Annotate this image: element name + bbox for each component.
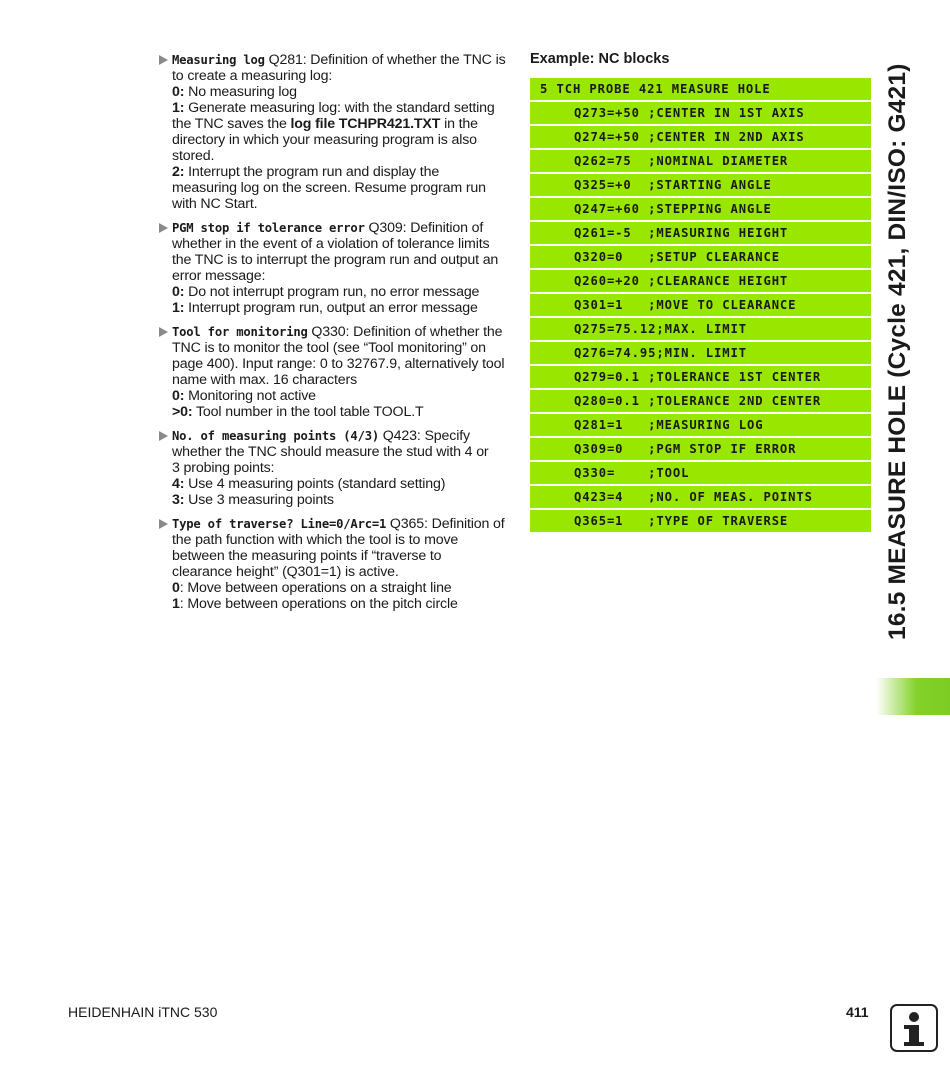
parameter-text-line bbox=[158, 148, 510, 164]
text-run: Tool number in the tool table TOOL.T bbox=[192, 404, 424, 420]
bold-text: 0 bbox=[172, 580, 180, 596]
parameter-descriptions bbox=[158, 52, 510, 620]
text-run: name with max. 16 characters bbox=[172, 372, 358, 388]
nc-block-list bbox=[530, 78, 871, 534]
text-run: clearance height” (Q301=1) is active. bbox=[172, 564, 399, 580]
parameter-text-line bbox=[158, 532, 510, 548]
text-run: 3 probing points: bbox=[172, 460, 275, 476]
text-run: the TNC is to interrupt the program run and output an bbox=[172, 252, 499, 268]
parameter-text-line bbox=[158, 580, 510, 596]
bold-text: log file TCHPR421.TXT bbox=[290, 116, 441, 132]
text-run: TNC is to monitor the tool (see “Tool monitoring” on bbox=[172, 340, 486, 356]
bold-text: 4: bbox=[172, 476, 185, 492]
parameter-text-line bbox=[158, 404, 510, 420]
bold-text: >0: bbox=[172, 404, 193, 420]
nc-block-line: Q423=4 ;NO. OF MEAS. POINTS bbox=[530, 486, 871, 508]
text-run: whether in the event of a violation of tolerance limits bbox=[172, 236, 490, 252]
parameter-text-line bbox=[158, 84, 510, 100]
triangle-bullet-icon bbox=[159, 519, 168, 529]
nc-block-line: 5 TCH PROBE 421 MEASURE HOLE bbox=[530, 78, 871, 100]
text-run: stored. bbox=[172, 148, 215, 164]
nc-block-line: Q281=1 ;MEASURING LOG bbox=[530, 414, 871, 436]
text-run: with NC Start. bbox=[172, 196, 258, 212]
nc-block-line: Q262=75 ;NOMINAL DIAMETER bbox=[530, 150, 871, 172]
parameter-name: PGM stop if tolerance error bbox=[172, 221, 365, 235]
parameter-text-line bbox=[158, 492, 510, 508]
text-run: Do not interrupt program run, no error message bbox=[184, 284, 480, 300]
nc-block-line: Q261=-5 ;MEASURING HEIGHT bbox=[530, 222, 871, 244]
parameter-block bbox=[158, 428, 510, 508]
parameter-block bbox=[158, 220, 510, 316]
parameter-text-line bbox=[158, 444, 510, 460]
bold-text: 1 bbox=[172, 596, 180, 612]
parameter-text-line bbox=[158, 564, 510, 580]
parameter-text-line bbox=[158, 388, 510, 404]
parameter-text-line bbox=[158, 476, 510, 492]
parameter-heading-line bbox=[158, 516, 510, 532]
bold-text: 2: bbox=[172, 164, 185, 180]
parameter-text-line bbox=[158, 372, 510, 388]
nc-block-line: Q274=+50 ;CENTER IN 2ND AXIS bbox=[530, 126, 871, 148]
triangle-bullet-icon bbox=[159, 55, 168, 65]
text-run: Interrupt the program run and display the bbox=[184, 164, 440, 180]
nc-block-line: Q276=74.95;MIN. LIMIT bbox=[530, 342, 871, 364]
example-title: Example: NC blocks bbox=[530, 51, 670, 67]
bold-text: 0: bbox=[172, 84, 185, 100]
parameter-text-line bbox=[158, 340, 510, 356]
nc-block-line: Q275=75.12;MAX. LIMIT bbox=[530, 318, 871, 340]
bold-text: 3: bbox=[172, 492, 185, 508]
parameter-text-line bbox=[158, 116, 510, 132]
text-run: page 400). Input range: 0 to 32767.9, alternatively tool bbox=[172, 356, 505, 372]
text-run: Q365: Definition of bbox=[386, 516, 505, 532]
text-run: error message: bbox=[172, 268, 266, 284]
triangle-bullet-icon bbox=[159, 431, 168, 441]
text-run: in the bbox=[440, 116, 478, 132]
parameter-text-line bbox=[158, 164, 510, 180]
nc-block-line: Q301=1 ;MOVE TO CLEARANCE bbox=[530, 294, 871, 316]
parameter-text-line bbox=[158, 196, 510, 212]
parameter-text-line bbox=[158, 132, 510, 148]
text-run: directory in which your measuring program is also bbox=[172, 132, 477, 148]
parameter-text-line bbox=[158, 180, 510, 196]
bold-text: 1: bbox=[172, 100, 185, 116]
nc-block-line: Q365=1 ;TYPE OF TRAVERSE bbox=[530, 510, 871, 532]
parameter-block bbox=[158, 324, 510, 420]
bold-text: 0: bbox=[172, 284, 185, 300]
parameter-text-line bbox=[158, 68, 510, 84]
nc-block-line: Q320=0 ;SETUP CLEARANCE bbox=[530, 246, 871, 268]
text-run: Q309: Definition of bbox=[364, 220, 484, 236]
parameter-name: Tool for monitoring bbox=[172, 325, 308, 339]
text-run: measuring log on the screen. Resume program run bbox=[172, 180, 486, 196]
parameter-text-line bbox=[158, 236, 510, 252]
text-run: Use 3 measuring points bbox=[184, 492, 334, 508]
parameter-text-line bbox=[158, 460, 510, 476]
page-number: 411 bbox=[846, 1004, 869, 1020]
text-run: whether the TNC should measure the stud with 4 or bbox=[172, 444, 489, 460]
parameter-text-line bbox=[158, 356, 510, 372]
parameter-text-line bbox=[158, 548, 510, 564]
text-run: between the measuring points if “traverse to bbox=[172, 548, 442, 564]
parameter-text-line bbox=[158, 596, 510, 612]
triangle-bullet-icon bbox=[159, 223, 168, 233]
nc-block-line: Q260=+20 ;CLEARANCE HEIGHT bbox=[530, 270, 871, 292]
chapter-tab bbox=[876, 678, 950, 715]
nc-block-line: Q247=+60 ;STEPPING ANGLE bbox=[530, 198, 871, 220]
nc-block-line: Q279=0.1 ;TOLERANCE 1ST CENTER bbox=[530, 366, 871, 388]
text-run: Q423: Specify bbox=[379, 428, 470, 444]
footer-product: HEIDENHAIN iTNC 530 bbox=[68, 1004, 218, 1020]
text-run: Monitoring not active bbox=[184, 388, 316, 404]
section-title: 16.5 MEASURE HOLE (Cycle 421, DIN/ISO: G421) bbox=[884, 63, 911, 640]
nc-block-line: Q280=0.1 ;TOLERANCE 2ND CENTER bbox=[530, 390, 871, 412]
parameter-heading-line bbox=[158, 324, 510, 340]
text-run: Generate measuring log: with the standard setting bbox=[184, 100, 495, 116]
text-run: Use 4 measuring points (standard setting) bbox=[184, 476, 446, 492]
parameter-heading-line bbox=[158, 52, 510, 68]
text-run: Q330: Definition of whether the bbox=[307, 324, 503, 340]
nc-block-line: Q273=+50 ;CENTER IN 1ST AXIS bbox=[530, 102, 871, 124]
text-run: Interrupt program run, output an error message bbox=[184, 300, 478, 316]
bold-text: 0: bbox=[172, 388, 185, 404]
parameter-heading-line bbox=[158, 428, 510, 444]
text-run: the path function with which the tool is to move bbox=[172, 532, 459, 548]
nc-block-line: Q309=0 ;PGM STOP IF ERROR bbox=[530, 438, 871, 460]
parameter-name: Measuring log bbox=[172, 53, 265, 67]
bold-text: 1: bbox=[172, 300, 185, 316]
parameter-text-line bbox=[158, 100, 510, 116]
nc-block-line: Q325=+0 ;STARTING ANGLE bbox=[530, 174, 871, 196]
text-run: the TNC saves the bbox=[172, 116, 291, 132]
parameter-text-line bbox=[158, 300, 510, 316]
text-run: to create a measuring log: bbox=[172, 68, 333, 84]
nc-block-line: Q330= ;TOOL bbox=[530, 462, 871, 484]
parameter-name: No. of measuring points (4/3) bbox=[172, 429, 379, 443]
parameter-heading-line bbox=[158, 220, 510, 236]
parameter-text-line bbox=[158, 268, 510, 284]
triangle-bullet-icon bbox=[159, 327, 168, 337]
parameter-text-line bbox=[158, 252, 510, 268]
parameter-block bbox=[158, 52, 510, 212]
text-run: : Move between operations on a straight line bbox=[179, 580, 452, 596]
text-run: No measuring log bbox=[184, 84, 297, 100]
text-run: Q281: Definition of whether the TNC is bbox=[264, 52, 506, 68]
info-icon bbox=[890, 1004, 938, 1052]
parameter-name: Type of traverse? Line=0/Arc=1 bbox=[172, 517, 387, 531]
parameter-block bbox=[158, 516, 510, 612]
text-run: : Move between operations on the pitch circle bbox=[179, 596, 458, 612]
parameter-text-line bbox=[158, 284, 510, 300]
